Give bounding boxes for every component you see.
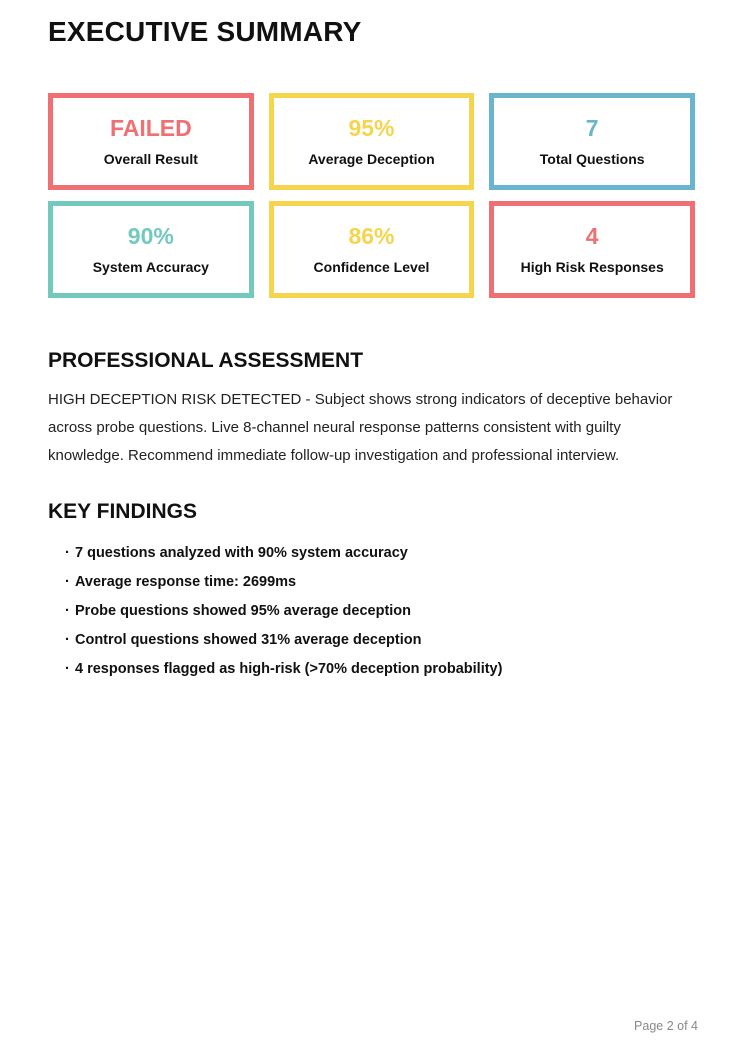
stat-value: 90% — [127, 222, 174, 249]
list-item — [48, 539, 695, 568]
list-item-text: 4 responses flagged as high-risk (>70% deception probability) — [75, 661, 503, 677]
stat-label: Average Deception — [308, 151, 435, 168]
professional-assessment-heading: PROFESSIONAL ASSESSMENT — [48, 349, 364, 372]
key-findings-heading: KEY FINDINGS — [48, 500, 197, 523]
stat-label: System Accuracy — [92, 259, 209, 276]
list-item-text: 7 questions analyzed with 90% system accuracy — [75, 545, 408, 561]
bullet-icon: · — [65, 632, 70, 648]
stat-value: 95% — [348, 114, 395, 141]
stat-card-system-accuracy — [48, 201, 254, 298]
list-item-text: Probe questions showed 95% average deception — [75, 603, 412, 619]
page-title: EXECUTIVE SUMMARY — [48, 16, 362, 47]
list-item — [48, 568, 695, 597]
stat-card-overall-result — [48, 93, 254, 190]
list-item — [48, 626, 695, 655]
bullet-icon: · — [65, 661, 70, 677]
bullet-icon: · — [65, 574, 70, 590]
list-item — [48, 597, 695, 626]
bullet-icon: · — [65, 545, 70, 561]
bullet-icon: · — [65, 603, 70, 619]
stat-value: 4 — [585, 222, 599, 249]
stat-value: 7 — [585, 114, 599, 141]
stat-card-average-deception — [269, 93, 475, 190]
stat-label: Total Questions — [539, 151, 645, 168]
list-item-text: Control questions showed 31% average deception — [75, 632, 422, 648]
stat-label: Overall Result — [103, 151, 198, 168]
professional-assessment-paragraph: HIGH DECEPTION RISK DETECTED - Subject shows strong indicators of deceptive behavior across probe questions. Live 8-channel neural response patterns consistent with guilty knowledge. Recommend immediate follow-up investigation and professional interview. — [48, 391, 673, 464]
stat-card-high-risk-responses — [489, 201, 695, 298]
stat-card-total-questions — [489, 93, 695, 190]
stat-card-confidence-level — [269, 201, 475, 298]
stat-cards-grid — [48, 93, 695, 298]
list-item — [48, 655, 695, 684]
page-number: Page 2 of 4 — [634, 1019, 698, 1033]
report-page — [0, 16, 743, 1060]
stat-label: High Risk Responses — [520, 259, 664, 276]
key-findings-list — [48, 539, 695, 684]
stat-value: 86% — [348, 222, 395, 249]
stat-value: FAILED — [109, 114, 192, 141]
list-item-text: Average response time: 2699ms — [75, 574, 297, 590]
stat-label: Confidence Level — [313, 259, 430, 276]
